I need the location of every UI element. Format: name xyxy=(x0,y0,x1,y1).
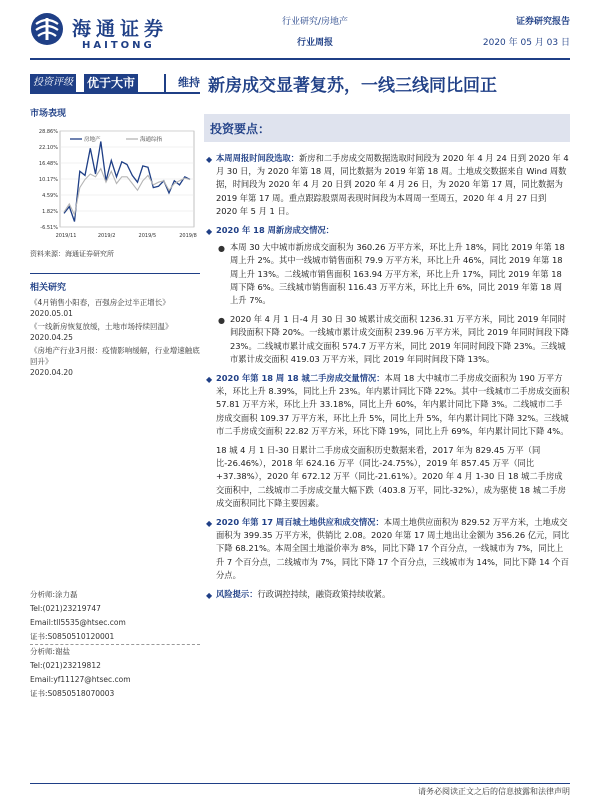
related-item-date: 2020.05.01 xyxy=(30,309,73,318)
analyst-block xyxy=(30,588,200,701)
market-performance-chart xyxy=(30,123,200,243)
rating-divider xyxy=(30,92,200,94)
paragraph-land xyxy=(204,516,570,582)
related-item-title[interactable]: 《房地产行业3月报：疫情影响缓解，行业增速触底回升》 xyxy=(30,346,200,366)
header-divider xyxy=(30,58,570,60)
y-tick-label: 4.59% xyxy=(42,193,58,199)
legend-label: 海通综指 xyxy=(140,137,163,143)
x-tick-label: 2019/8 xyxy=(179,233,197,239)
left-sidebar xyxy=(30,74,200,380)
paragraph-second-hand xyxy=(204,372,570,438)
legend-label: 房地产 xyxy=(84,137,101,143)
key-points-label: 投资要点： xyxy=(210,122,271,136)
rating-change: 维持 xyxy=(164,74,200,92)
paragraph-risk xyxy=(204,588,570,601)
paragraph-heading: 风险提示： xyxy=(216,589,258,600)
x-tick-label: 2019/5 xyxy=(138,233,157,239)
analyst-cert: 证书:S0850510120001 xyxy=(30,632,115,641)
bullet-diamond-icon: ◆ xyxy=(206,375,213,385)
bullet-diamond-icon: ◆ xyxy=(206,155,213,164)
related-item[interactable] xyxy=(30,345,200,378)
disclaimer-footer: 请务必阅读正文之后的信息披露和法律声明 xyxy=(418,787,570,796)
analyst-tel: Tel:(021)23219812 xyxy=(30,661,101,670)
related-list xyxy=(30,297,200,378)
y-tick-label: -6.51% xyxy=(40,225,58,231)
bullet-dot-icon: ● xyxy=(218,316,225,326)
related-item-title[interactable]: 《一线新房恢复放缓，土地市场持续回温》 xyxy=(30,322,173,331)
analyst-tel: Tel:(021)23219747 xyxy=(30,604,101,613)
footer-divider xyxy=(30,783,570,784)
paragraph-text: 本周土地供应面积为 829.52 万平方米，土地成交面积为 399.35 万平方米，供销比 2.08。2020 年第 17 周土地出让金额为 356.26 亿元，同比下降 68.21%。本周全国土地溢价率为 8%，同比下降 17 个百分点，一线城市为 7%，同比上升 7 个百分点，二线城市为 7%，同比下降 17 个百分点，三线城市为 14%，同比下降 14 个百分点。 xyxy=(216,517,570,580)
market-title: 市场表现 xyxy=(30,109,67,119)
related-item-date: 2020.04.20 xyxy=(30,368,73,377)
subparagraph-text: 本周 30 大中城市新房成交面积为 360.26 万平方米，环比上升 18%，同比 2019 年第 18 周上升 2%。其中一线城市销售面积 79.9 万平方米，环比上升 46%，同比 2019 年第 18 周上升 13%。二线城市销售面积 163.94 万平方米，环比上升 17%，同比 2019 年第 18 周下降 6%。三线城市销售面积 116.43 万平方米，环比上升 6%，同比 2019 年第 18 周上升 7%。 xyxy=(230,242,565,306)
analyst-email[interactable]: Email:tll5535@htsec.com xyxy=(30,618,126,627)
analyst-email[interactable]: Email:yf11127@htsec.com xyxy=(30,675,131,684)
y-tick-label: 28.86% xyxy=(38,129,58,135)
paragraph-new-home xyxy=(204,224,570,237)
rating-value: 优于大市 xyxy=(84,74,138,92)
y-tick-label: 22.10% xyxy=(38,145,58,151)
analyst-name: 分析师:谢盐 xyxy=(30,644,200,659)
y-tick-label: 1.82% xyxy=(42,209,58,215)
rating-label: 投资评级 xyxy=(30,74,76,92)
report-type: 行业周报 xyxy=(296,38,333,48)
paragraph-period xyxy=(204,152,570,218)
paragraph-history: 18 城 4 月 1 日-30 日累计二手房成交面积历史数据来看，2017 年为 829.45 万平（同比-26.46%），2018 年 624.16 万平（同比-24.75%），2019 年 857.45 万平（同比+37.38%），2020 年 672.12 万平（同比-21.61%）。2020 年 4 月 1-30 日 18 城二手房成交面积中，二线城市二手房成交量大幅下跌（403.8 万平，同比-32%），成为驱使 18 城二手房成交面积同比下降主要因素。 xyxy=(216,445,566,508)
subparagraph-monthly xyxy=(204,313,570,366)
market-chart-svg xyxy=(30,123,200,243)
paragraph-text: 行政调控持续，融资政策持续收紧。 xyxy=(257,589,391,600)
paragraph-text: 新房和二手房成交周数据选取时间段为 2020 年 4 月 24 日到 2020 年 4 月 30 日，为 2020 年第 18 周，同比数据为 2019 年第 18 周。土地成交数据来自 Wind 周数据，时间段为 2020 年 4 月 20 日到 2020 年 4 月 26 日，为 2020 年第 17 周，同比数据为 2019 年第 17 周。重点跟踪股票周表现时间段为本周周一至周五，2020 年 4 月 27 日到 2020 年 5 月 1 日。 xyxy=(216,153,569,216)
x-tick-label: 2019/11 xyxy=(55,233,77,239)
paragraph-heading: 2020 年第 18 周 18 城二手房成交量情况： xyxy=(216,373,385,384)
bullet-diamond-icon: ◆ xyxy=(206,591,213,601)
key-points-bar xyxy=(204,114,570,142)
paragraph-text: 本周 18 大中城市二手房成交面积为 190 万平方米，环比上升 8.39%，同比上升 23%。年内累计同比下降 22%。其中一线城市二手房成交面积 57.81 万平方米，环比上升 33.18%，同比上升 60%，年内累计同比下降 3%。二线城市二手房成交面积 109.37 万平方米，环比上升 5%，同比上升 5%，年内累计同比下降 32%。三线城市二手房成交面积 22.82 万平方米，环比下降 19%，同比上升 69%，年内累计同比下降 4%。 xyxy=(216,373,570,436)
related-item-title[interactable]: 《4月销售小阳春，百强房企过半正增长》 xyxy=(30,298,170,307)
y-tick-label: 10.17% xyxy=(38,177,58,183)
related-item-date: 2020.04.25 xyxy=(30,333,73,342)
analyst-name: 分析师:涂力磊 xyxy=(30,590,78,599)
rating-bar xyxy=(30,74,200,92)
report-category-block xyxy=(240,14,390,48)
logo-chinese-text: 海通证券 xyxy=(72,18,169,40)
y-tick-label: 16.48% xyxy=(38,161,58,167)
bullet-dot-icon: ● xyxy=(218,244,225,254)
bullet-diamond-icon: ◆ xyxy=(206,519,213,529)
logo-english-text: HAITONG xyxy=(82,40,155,51)
paragraph-heading: 本周周报时间段选取： xyxy=(216,153,299,163)
bullet-diamond-icon: ◆ xyxy=(206,227,213,237)
paragraph-heading: 2020 年第 17 周百城土地供应和成交情况： xyxy=(216,517,384,528)
analyst-cert: 证书:S0850518070003 xyxy=(30,689,115,698)
paragraph-heading: 2020 年 18 周新房成交情况： xyxy=(216,225,334,236)
haitong-logo xyxy=(30,10,220,54)
related-title: 相关研究 xyxy=(30,273,200,293)
chart-source: 资料来源：海通证券研究所 xyxy=(30,250,114,258)
report-title: 新房成交显著复苏，一线三线同比回正 xyxy=(208,76,497,96)
report-category: 行业研究/房地产 xyxy=(281,17,349,27)
series-line-composite xyxy=(64,169,190,215)
subparagraph-weekly xyxy=(204,241,570,307)
related-item[interactable] xyxy=(30,297,200,319)
report-header xyxy=(0,0,600,60)
x-tick-label: 2019/2 xyxy=(97,233,116,239)
subparagraph-text: 2020 年 4 月 1 日-4 月 30 日 30 城累计成交面积 1236.31 万平方米，同比 2019 年同时间段面积下降 20%。一线城市累计成交面积 239.96 万平方米，同比 2019 年同时间段下降 23%。二线城市累计成交面积 574.7 万平方米，同比 2019 年同时间段下降 23%。三线城市累计成交面积 419.03 万平方米，同比 2019 年同时间段下降 13%。 xyxy=(230,314,569,364)
series-line-real-estate xyxy=(64,142,190,222)
report-date: 2020 年 05 月 03 日 xyxy=(482,38,570,48)
haitong-logo-mark xyxy=(30,12,64,46)
doc-type: 证券研究报告 xyxy=(515,17,570,27)
main-content xyxy=(204,74,570,601)
report-meta-block xyxy=(483,14,570,48)
related-item[interactable] xyxy=(30,321,200,343)
